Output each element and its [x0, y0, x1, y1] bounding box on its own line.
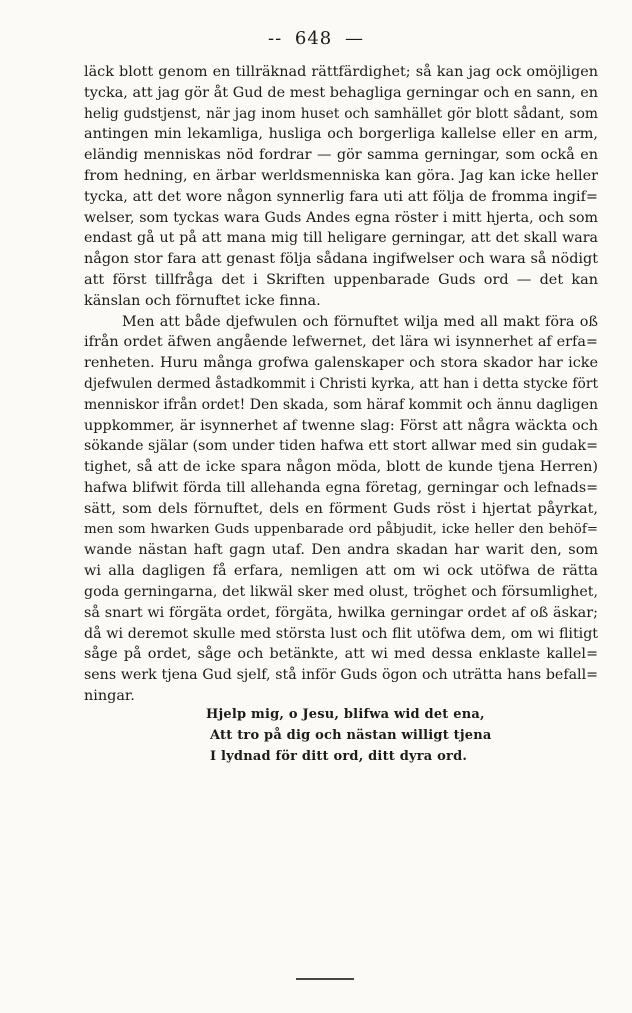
text-line: helig gudstjenst, när jag inom huset och samhället gör blott sådant, som: [84, 105, 598, 122]
paragraph-2: [84, 312, 598, 707]
text-line: tycka, att det wore någon synnerlig fara uti att följa de fromma ingif=: [84, 188, 598, 205]
text-line: hafwa blifwit förda till allehanda egna företag, gerningar och lefnads=: [84, 479, 598, 496]
text-line: tighet, så att de icke spara någon möda, blott de kunde tjena Herren): [84, 459, 598, 476]
text-line: menniskor ifrån ordet! Den skada, som häraf kommit och ännu dagligen: [84, 396, 598, 413]
text-line: så snart wi förgäta ordet, förgäta, hwilka gerningar ordet af oß äskar;: [84, 604, 598, 621]
text-line: goda gerningarna, det likwäl sker med olust, tröghet och försumlighet,: [84, 583, 598, 600]
text-line: sens werk tjena Gud sjelf, stå inför Guds ögon och uträtta hans befall=: [84, 667, 598, 684]
text-line: ningar.: [84, 687, 135, 704]
text-line: att först tillfråga det i Skriften uppenbarade Guds ord — det kan: [84, 271, 598, 288]
text-line: djefwulen dermed åstadkommit i Christi kyrka, att han i detta stycke fört: [84, 375, 598, 392]
text-line: sätt, som dels förnuftet, dels en förment Guds röst i hjertat påyrkat,: [84, 500, 598, 517]
text-line: såge på ordet, såge och betänkte, att wi med dessa enklaste kallel=: [84, 646, 598, 663]
text-line: någon stor fara att genast följa sådana ingifwelser och wara så nödigt: [84, 251, 598, 268]
text-line: då wi deremot skulle med största lust och flit utöfwa dem, om wi flitigt: [84, 625, 598, 642]
header-dash-right: —: [345, 28, 364, 49]
text-line: känslan och förnuftet icke finna.: [84, 292, 321, 309]
body-text: [84, 62, 598, 707]
text-line: ifrån ordet äfwen angående lefwernet, det lära wi isynnerhet af erfa=: [84, 334, 598, 351]
paragraph-1: [84, 62, 598, 312]
text-line: renheten. Huru många grofwa galenskaper och stora skador har icke: [84, 355, 598, 372]
text-line: läck blott genom en tillräknad rättfärdighet; så kan jag ock omöjligen: [84, 64, 598, 80]
text-line: wande nästan haft gagn utaf. Den andra skadan har warit den, som: [84, 542, 598, 559]
verse-line: I lydnad för ditt ord, ditt dyra ord.: [210, 749, 468, 764]
text-line: sökande själar (som under tiden hafwa ett stort allwar med sin gudak=: [84, 438, 598, 455]
verse-line: Att tro på dig och nästan willigt tjena: [210, 728, 492, 743]
text-line: from hedning, en ärbar werldsmenniska kan göra. Jag kan icke heller: [84, 167, 598, 184]
verse-line: Hjelp mig, o Jesu, blifwa wid det ena,: [206, 707, 485, 722]
text-line: eländig menniskas nöd fordrar — gör samma gerningar, som ockå en: [84, 147, 598, 164]
text-line: tycka, att jag gör åt Gud de mest behagliga gerningar och en sann, en: [84, 84, 598, 101]
text-line: endast gå ut på att mana mig till heligare gerningar, att det skall wara: [84, 230, 598, 247]
text-line: wi alla dagligen få erfara, nemligen att om wi ock utöfwa de rätta: [84, 563, 598, 580]
closing-rule: [296, 978, 354, 980]
text-line: Men att både djefwulen och förnuftet wilja med all makt föra oß: [122, 313, 598, 330]
text-line: welser, som tyckas wara Guds Andes egna röster i mitt hjerta, och som: [84, 209, 598, 226]
text-line: antingen min lekamliga, husliga och borgerliga kallelse eller en arm,: [84, 126, 598, 143]
text-line: uppkommer, är isynnerhet af twenne slag: Först att några wäckta och: [84, 417, 598, 434]
page-number: 648: [294, 28, 333, 49]
page-header: [0, 28, 632, 49]
text-line: men som hwarken Guds uppenbarade ord påbjudit, icke heller den behöf=: [84, 521, 598, 537]
hymn-verse: [206, 704, 492, 767]
header-dash-left: --: [268, 28, 283, 49]
